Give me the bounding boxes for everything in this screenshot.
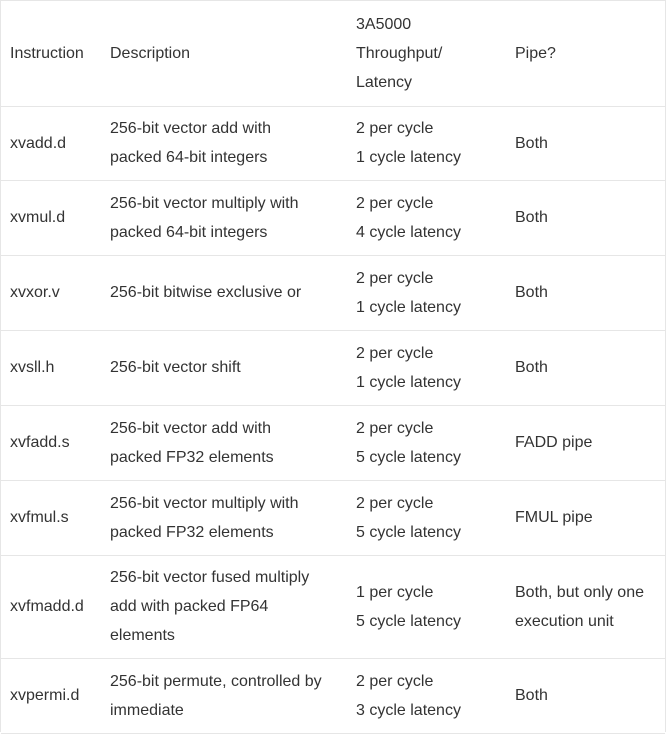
cell-instruction: xvxor.v [1, 255, 101, 330]
cell-instruction: xvpermi.d [1, 658, 101, 733]
cell-description [101, 480, 347, 555]
pipe-line: Both [515, 209, 548, 226]
table-row [1, 555, 665, 658]
cell-throughput-latency [347, 106, 506, 180]
description-line: packed 64-bit integers [110, 149, 268, 166]
description-line: 256-bit vector add with [110, 120, 271, 137]
description-line: 256-bit vector multiply with [110, 494, 299, 512]
throughput-text: 2 per cycle [356, 194, 434, 212]
pipe-line: Both, but only one [515, 583, 644, 601]
throughput-text: 2 per cycle [356, 419, 434, 437]
cell-description [101, 180, 347, 255]
description-line: 256-bit vector multiply with [110, 194, 299, 212]
cell-throughput-latency [347, 555, 506, 658]
pipe-line: FMUL pipe [515, 509, 593, 526]
latency-text: 1 cycle latency [356, 149, 461, 166]
header-perf-line2: Throughput/ [356, 44, 443, 62]
header-pipe: Pipe? [506, 1, 665, 106]
table-row [1, 330, 665, 405]
latency-text: 5 cycle latency [356, 612, 461, 630]
cell-description [101, 255, 347, 330]
cell-throughput-latency [347, 330, 506, 405]
table-row [1, 180, 665, 255]
cell-pipe [506, 330, 665, 405]
throughput-text: 2 per cycle [356, 269, 434, 287]
description-line: 256-bit vector fused multiply [110, 569, 310, 586]
cell-description [101, 555, 347, 658]
table-row [1, 106, 665, 180]
description-line: 256-bit permute, controlled by [110, 672, 322, 690]
pipe-line: Both [515, 134, 548, 152]
pipe-line: Both [515, 284, 548, 301]
latency-text: 3 cycle latency [356, 701, 461, 719]
throughput-text: 2 per cycle [356, 494, 434, 512]
latency-text: 4 cycle latency [356, 223, 461, 241]
cell-instruction: xvfadd.s [1, 405, 101, 480]
description-line: add with packed FP64 [110, 598, 269, 615]
cell-pipe [506, 480, 665, 555]
header-instruction: Instruction [1, 1, 101, 106]
description-line: immediate [110, 701, 184, 719]
throughput-text: 2 per cycle [356, 672, 434, 690]
throughput-text: 2 per cycle [356, 344, 434, 362]
cell-pipe [506, 180, 665, 255]
description-line: 256-bit vector add with [110, 419, 271, 437]
table-row [1, 405, 665, 480]
table-header-row [1, 1, 665, 106]
table-row [1, 480, 665, 555]
cell-description [101, 405, 347, 480]
throughput-text: 1 per cycle [356, 583, 434, 601]
description-line: packed FP32 elements [110, 523, 274, 541]
cell-pipe [506, 106, 665, 180]
cell-pipe [506, 405, 665, 480]
cell-pipe [506, 255, 665, 330]
cell-description [101, 106, 347, 180]
header-description: Description [101, 1, 347, 106]
cell-throughput-latency [347, 255, 506, 330]
description-line: packed 64-bit integers [110, 223, 268, 241]
description-line: 256-bit bitwise exclusive or [110, 284, 302, 301]
latency-text: 1 cycle latency [356, 298, 461, 316]
cell-instruction: xvfmadd.d [1, 555, 101, 658]
latency-text: 1 cycle latency [356, 373, 461, 391]
description-line: elements [110, 627, 175, 644]
cell-throughput-latency [347, 405, 506, 480]
cell-throughput-latency [347, 480, 506, 555]
description-line: 256-bit vector shift [110, 359, 241, 376]
latency-text: 5 cycle latency [356, 448, 461, 466]
pipe-line: FADD pipe [515, 434, 593, 451]
description-line: packed FP32 elements [110, 448, 274, 466]
cell-throughput-latency [347, 658, 506, 733]
cell-instruction: xvadd.d [1, 106, 101, 180]
header-perf-line3: Latency [356, 73, 413, 91]
pipe-line: Both [515, 359, 548, 376]
throughput-text: 2 per cycle [356, 120, 434, 137]
latency-text: 5 cycle latency [356, 523, 461, 541]
table-row [1, 255, 665, 330]
cell-description [101, 658, 347, 733]
pipe-line: execution unit [515, 612, 614, 630]
cell-description [101, 330, 347, 405]
cell-pipe [506, 658, 665, 733]
instruction-table [1, 1, 665, 734]
cell-pipe [506, 555, 665, 658]
cell-throughput-latency [347, 180, 506, 255]
cell-instruction: xvmul.d [1, 180, 101, 255]
header-perf-line1: 3A5000 [356, 15, 412, 33]
cell-instruction: xvfmul.s [1, 480, 101, 555]
cell-instruction: xvsll.h [1, 330, 101, 405]
pipe-line: Both [515, 687, 548, 704]
header-throughput-latency [347, 1, 506, 106]
table-row [1, 658, 665, 733]
